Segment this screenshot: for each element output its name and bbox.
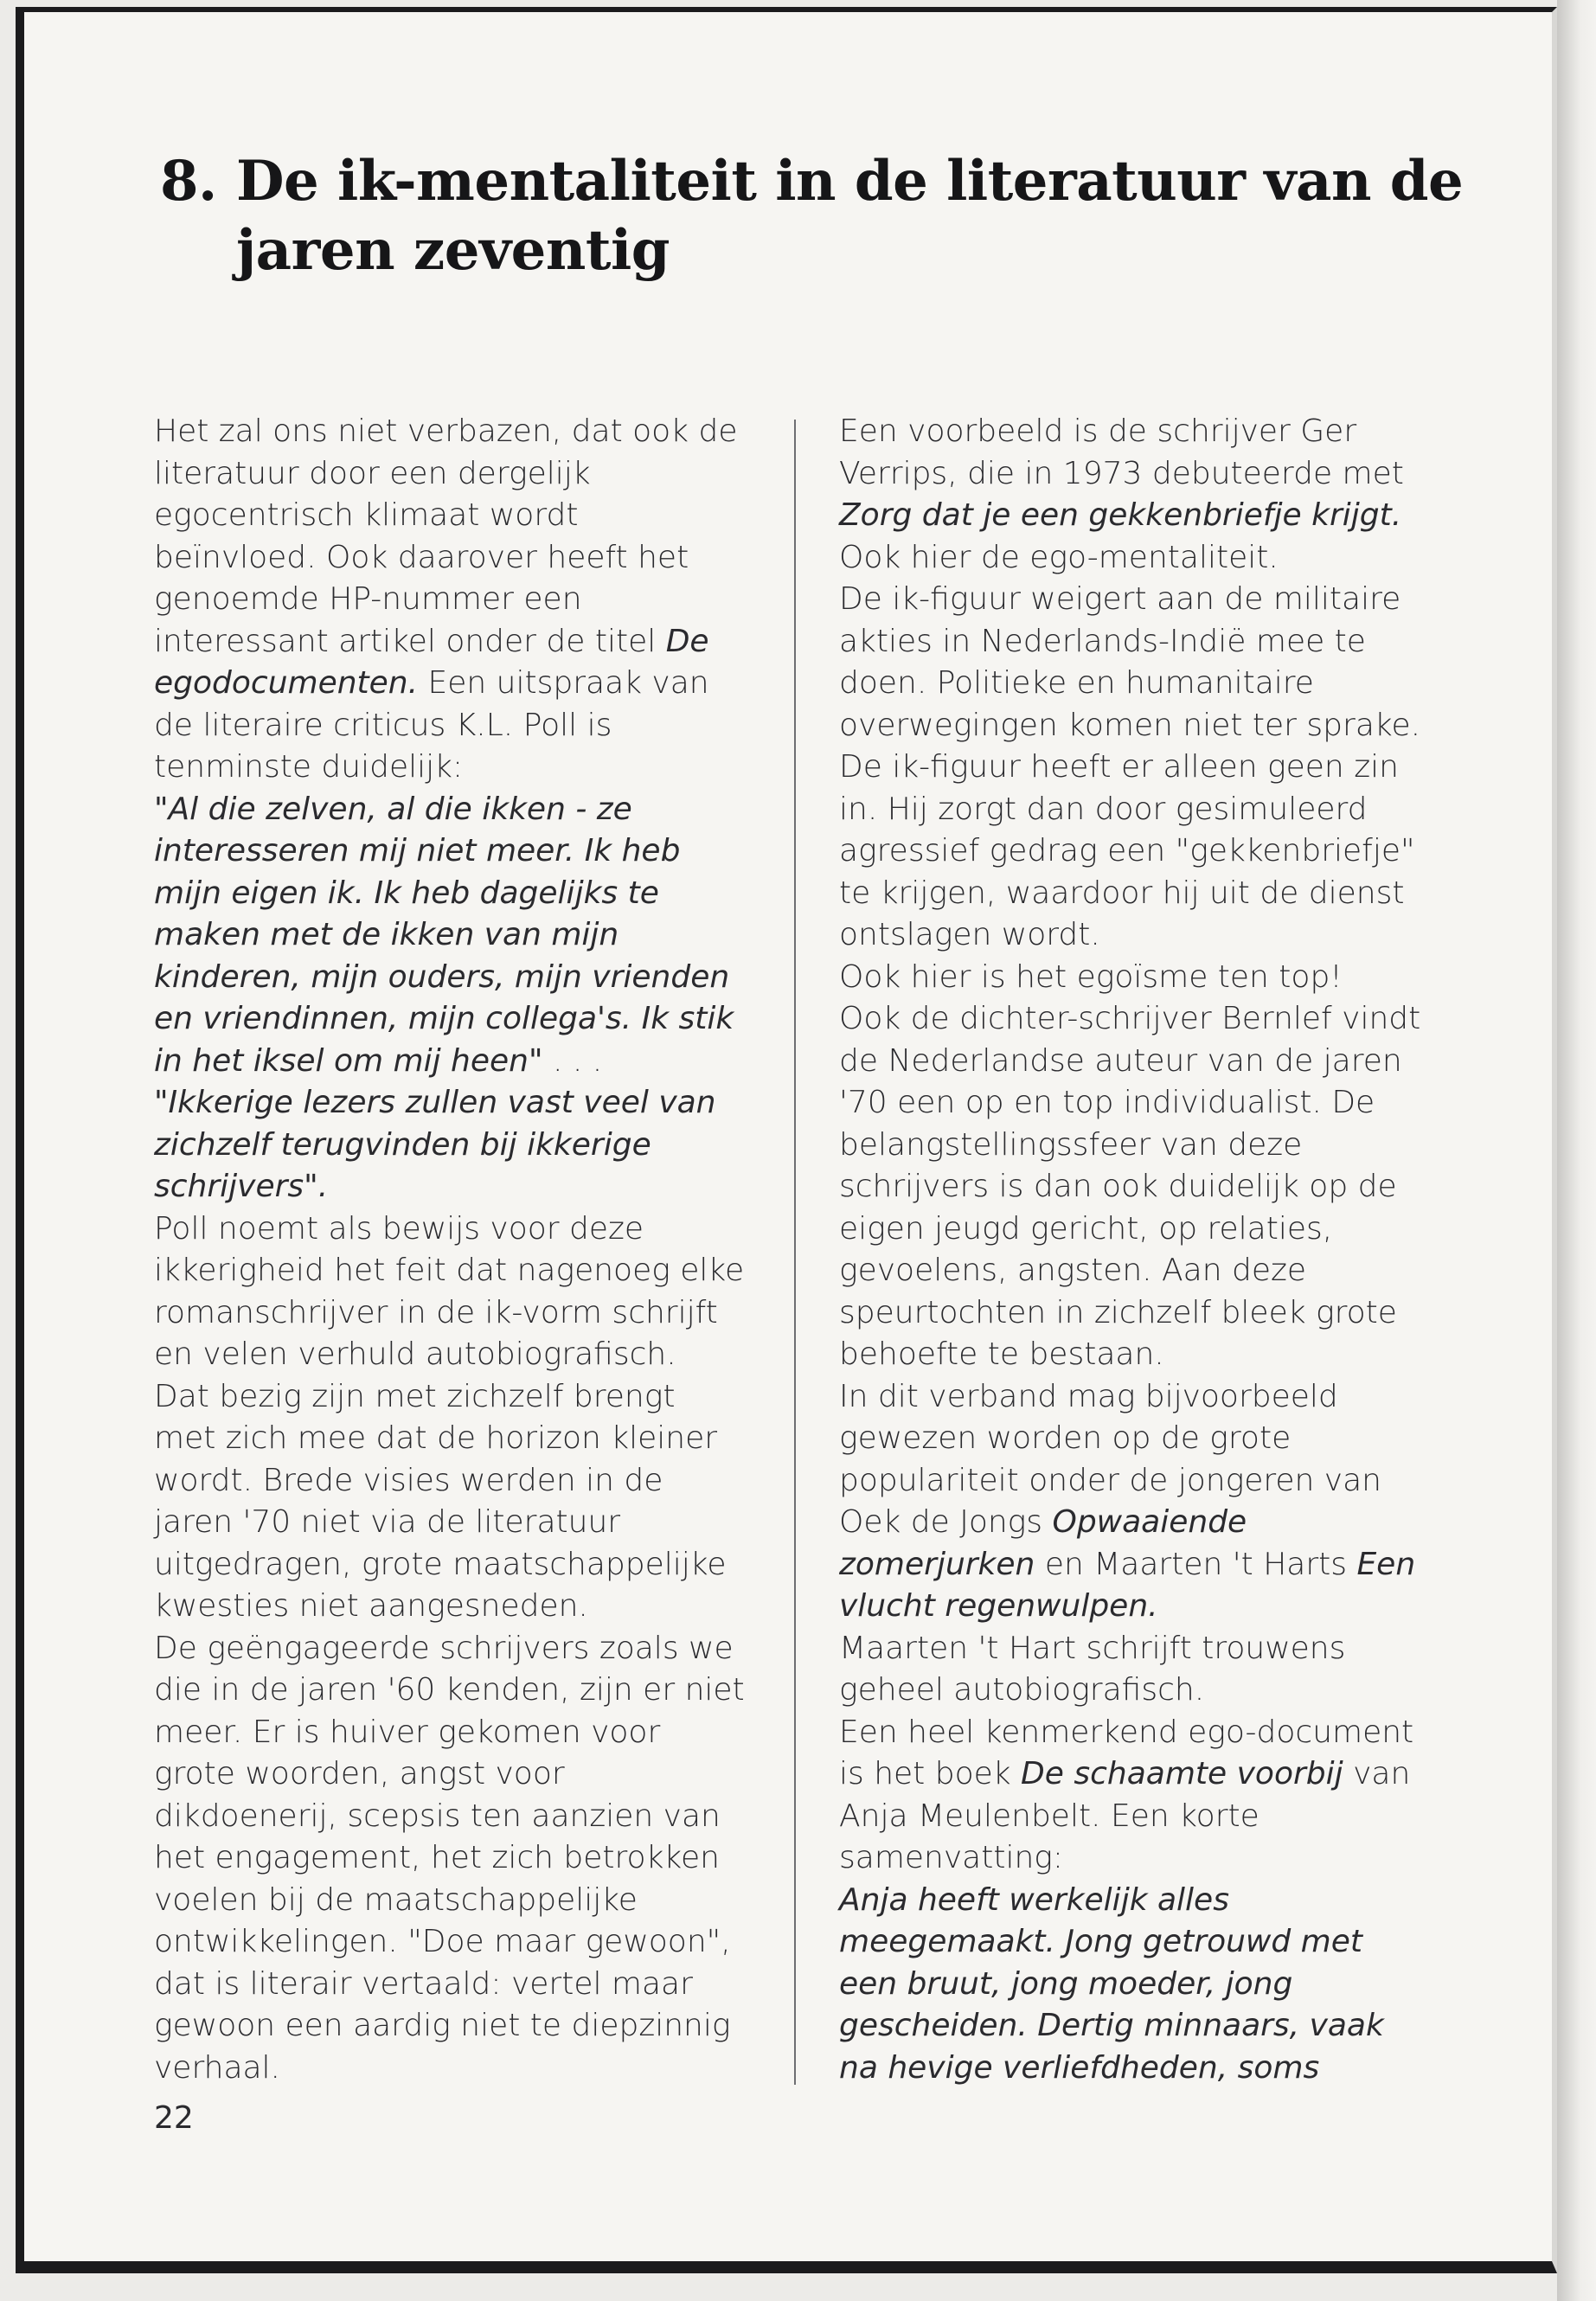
chapter-title	[160, 147, 1475, 285]
text-line: gewezen worden op de grote	[839, 1420, 1292, 1456]
quote-line: "Ikkerige lezers zullen vast veel van	[154, 1085, 716, 1120]
text-line: meer. Er is huiver gekomen voor	[154, 1714, 661, 1750]
text-line: Ook hier is het egoïsme ten top!	[839, 958, 1343, 995]
text-line: gewoon een aardig niet te diepzinnig	[154, 2008, 731, 2043]
text-line: Poll noemt als bewijs voor deze	[154, 1210, 644, 1247]
text-line: geheel autobiografisch.	[839, 1672, 1205, 1708]
text-line: genoemde HP-nummer een	[154, 581, 582, 617]
text-line	[839, 1544, 1453, 1586]
text-line: literatuur door een dergelijk	[154, 455, 591, 491]
text-line	[839, 1502, 1453, 1544]
text-line: ontslagen wordt.	[839, 917, 1100, 952]
text-line: Ook hier de ego-mentaliteit.	[839, 539, 1279, 575]
text-line: belangstellingssfeer van deze	[839, 1126, 1303, 1163]
text-line: eigen jeugd gericht, op relaties,	[839, 1210, 1333, 1247]
text-line: dat is literair vertaald: vertel maar	[154, 1965, 693, 2002]
text-line: Dat bezig zijn met zichzelf brengt	[154, 1378, 676, 1414]
quote-line: en vriendinnen, mijn collega's. Ik stik	[154, 1001, 734, 1036]
text-line: egocentrisch klimaat wordt	[154, 497, 579, 533]
text-run: Een uitspraak van	[418, 665, 709, 701]
book-title-fragment: De schaamte voorbij	[1021, 1756, 1343, 1791]
book-title-fragment: egodocumenten.	[154, 665, 419, 701]
text-line	[154, 621, 777, 663]
page-edge-shadow	[1557, 0, 1596, 2301]
book-title-fragment: De	[665, 623, 709, 659]
text-line: '70 een op en top individualist. De	[839, 1085, 1375, 1120]
text-line: Anja Meulenbelt. Een korte	[839, 1798, 1259, 1834]
summary-line: een bruut, jong moeder, jong	[839, 1965, 1293, 2002]
page-number: 22	[154, 2100, 194, 2136]
quote-line: mijn eigen ik. Ik heb dagelijks te	[154, 875, 659, 911]
text-line: speurtochten in zichzelf bleek grote	[839, 1294, 1397, 1330]
quote-line: zichzelf terugvinden bij ikkerige	[154, 1126, 651, 1163]
text-line: romanschrijver in de ik-vorm schrijft	[154, 1294, 718, 1330]
book-title-line: Zorg dat je een gekkenbriefje krijgt.	[839, 497, 1402, 533]
text-line: Een heel kenmerkend ego-document	[839, 1714, 1414, 1750]
text-line: wordt. Brede visies werden in de	[154, 1462, 663, 1498]
text-line: tenminste duidelijk:	[154, 749, 464, 785]
text-run: is het boek	[839, 1756, 1022, 1791]
quote-line: interesseren mij niet meer. Ik heb	[154, 833, 681, 868]
quote-line: maken met de ikken van mijn	[154, 917, 619, 952]
text-line: met zich mee dat de horizon kleiner	[154, 1420, 718, 1456]
text-line: De geëngageerde schrijvers zoals we	[154, 1630, 734, 1666]
text-line: Een voorbeeld is de schrijver Ger	[839, 413, 1357, 449]
summary-line: na hevige verliefdheden, soms	[839, 2049, 1320, 2086]
quote-line: "Al die zelven, al die ikken - ze	[154, 791, 632, 827]
text-line: Maarten 't Hart schrijft trouwens	[839, 1630, 1346, 1666]
quote-line: schrijvers".	[154, 1169, 329, 1204]
text-line: voelen bij de maatschappelijke	[154, 1881, 638, 1918]
book-title-line: vlucht regenwulpen.	[839, 1588, 1158, 1624]
text-line: Het zal ons niet verbazen, dat ook de	[154, 413, 738, 449]
text-line: en velen verhuld autobiografisch.	[154, 1336, 676, 1372]
column-divider	[794, 420, 796, 2085]
text-line: beïnvloed. Ook daarover heeft het	[154, 539, 689, 575]
text-line: kwesties niet aangesneden.	[154, 1588, 588, 1624]
chapter-title-line2: jaren zeventig	[236, 218, 670, 283]
chapter-number: 8.	[160, 149, 217, 214]
text-line: ikkerigheid het feit dat nagenoeg elke	[154, 1253, 745, 1288]
summary-line: Anja heeft werkelijk alles	[839, 1881, 1229, 1918]
book-title-fragment: zomerjurken	[839, 1546, 1035, 1582]
left-text-column	[154, 411, 777, 2089]
summary-line: meegemaakt. Jong getrouwd met	[839, 1924, 1362, 1959]
text-line: de literaire criticus K.L. Poll is	[154, 707, 612, 743]
text-line: doen. Politieke en humanitaire	[839, 665, 1314, 701]
text-run: en Maarten 't Harts	[1035, 1546, 1357, 1582]
text-line	[839, 1753, 1453, 1796]
text-line: dikdoenerij, scepsis ten aanzien van	[154, 1798, 721, 1834]
text-run: van	[1343, 1756, 1411, 1791]
text-line: samenvatting:	[839, 1840, 1063, 1875]
text-run: interessant artikel onder de titel	[154, 623, 666, 659]
text-line: Ook de dichter-schrijver Bernlef vindt	[839, 1001, 1421, 1036]
text-line: overwegingen komen niet ter sprake.	[839, 707, 1421, 743]
chapter-title-line1: De ik-mentaliteit in de literatuur van de	[236, 149, 1464, 214]
text-line: jaren '70 niet via de literatuur	[154, 1504, 621, 1540]
text-line: de Nederlandse auteur van de jaren	[839, 1042, 1402, 1079]
ellipsis: . . .	[542, 1042, 603, 1079]
text-run: Oek de Jongs	[839, 1504, 1053, 1540]
summary-line: gescheiden. Dertig minnaars, vaak	[839, 2008, 1384, 2043]
text-line: In dit verband mag bijvoorbeeld	[839, 1378, 1338, 1414]
text-line: die in de jaren '60 kenden, zijn er niet	[154, 1672, 745, 1708]
text-line: in. Hij zorgt dan door gesimuleerd	[839, 791, 1368, 827]
text-line: het engagement, het zich betrokken	[154, 1840, 720, 1875]
text-line	[154, 663, 777, 705]
text-line: akties in Nederlands-Indië mee te	[839, 623, 1366, 659]
text-line: verhaal.	[154, 2049, 281, 2086]
text-line: agressief gedrag een "gekkenbriefje"	[839, 833, 1415, 868]
text-line: uitgedragen, grote maatschappelijke	[154, 1546, 727, 1582]
text-line: Verrips, die in 1973 debuteerde met	[839, 455, 1404, 491]
text-line: gevoelens, angsten. Aan deze	[839, 1253, 1307, 1288]
text-line: ontwikkelingen. "Doe maar gewoon",	[154, 1924, 731, 1959]
book-title-fragment: Opwaaiende	[1052, 1504, 1247, 1540]
text-line: De ik-figuur weigert aan de militaire	[839, 581, 1401, 617]
quote-line: kinderen, mijn ouders, mijn vrienden	[154, 958, 730, 995]
text-line: behoefte te bestaan.	[839, 1336, 1164, 1372]
text-line: populariteit onder de jongeren van	[839, 1462, 1381, 1498]
text-run: in het iksel om mij heen"	[154, 1042, 543, 1079]
text-line: schrijvers is dan ook duidelijk op de	[839, 1169, 1397, 1204]
text-line: grote woorden, angst voor	[154, 1756, 565, 1791]
text-line: De ik-figuur heeft er alleen geen zin	[839, 749, 1399, 785]
right-text-column	[839, 411, 1453, 2089]
text-line: te krijgen, waardoor hij uit de dienst	[839, 875, 1405, 911]
book-title-fragment: Een	[1356, 1546, 1416, 1582]
quote-line	[154, 1041, 777, 1083]
